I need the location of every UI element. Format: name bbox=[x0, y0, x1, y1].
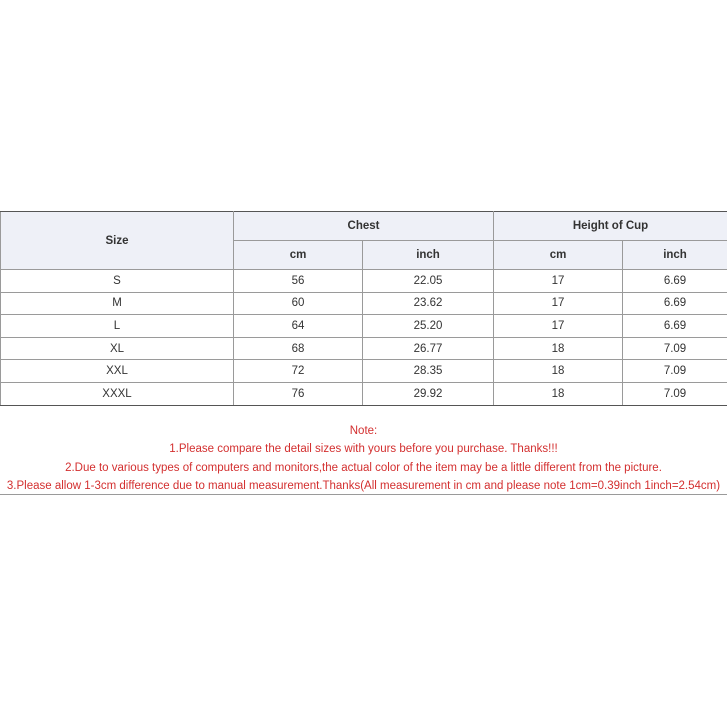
cup-inch-cell: 6.69 bbox=[623, 292, 727, 315]
cup-cm-cell: 18 bbox=[494, 337, 623, 360]
chest-cm-cell: 76 bbox=[234, 382, 363, 405]
size-cell: XXL bbox=[1, 360, 234, 383]
chest-cm-cell: 60 bbox=[234, 292, 363, 315]
chest-inch-header: inch bbox=[363, 241, 494, 270]
cup-inch-cell: 7.09 bbox=[623, 337, 727, 360]
chest-cm-cell: 68 bbox=[234, 337, 363, 360]
chest-header: Chest bbox=[234, 212, 494, 241]
chest-cm-cell: 56 bbox=[234, 270, 363, 293]
size-cell: M bbox=[1, 292, 234, 315]
note-divider bbox=[0, 494, 727, 495]
cup-cm-cell: 17 bbox=[494, 270, 623, 293]
chest-inch-cell: 28.35 bbox=[363, 360, 494, 383]
table-row bbox=[1, 270, 727, 293]
cup-inch-header: inch bbox=[623, 241, 727, 270]
cup-inch-cell: 6.69 bbox=[623, 270, 727, 293]
size-chart-table bbox=[0, 211, 727, 406]
size-header: Size bbox=[1, 212, 234, 270]
note-title: Note: bbox=[349, 425, 378, 437]
note-block bbox=[0, 422, 727, 495]
size-cell: XXXL bbox=[1, 382, 234, 405]
chest-inch-cell: 26.77 bbox=[363, 337, 494, 360]
table-row bbox=[1, 360, 727, 383]
cup-cm-cell: 17 bbox=[494, 292, 623, 315]
chest-cm-cell: 72 bbox=[234, 360, 363, 383]
chest-cm-header: cm bbox=[234, 241, 363, 270]
cup-inch-cell: 6.69 bbox=[623, 315, 727, 338]
cup-cm-cell: 17 bbox=[494, 315, 623, 338]
cup-height-header: Height of Cup bbox=[494, 212, 727, 241]
note-line-3: 3.Please allow 1-3cm difference due to manual measurement.Thanks(All measurement in cm and please note 1cm=0.39inch 1inch=2.54cm) bbox=[6, 479, 721, 492]
cup-cm-cell: 18 bbox=[494, 360, 623, 383]
table-header-row bbox=[1, 212, 727, 241]
table-row bbox=[1, 382, 727, 405]
table-row bbox=[1, 292, 727, 315]
cup-cm-header: cm bbox=[494, 241, 623, 270]
size-cell: S bbox=[1, 270, 234, 293]
cup-inch-cell: 7.09 bbox=[623, 382, 727, 405]
size-cell: L bbox=[1, 315, 234, 338]
chest-inch-cell: 29.92 bbox=[363, 382, 494, 405]
chest-inch-cell: 22.05 bbox=[363, 270, 494, 293]
table-row bbox=[1, 337, 727, 360]
note-line-1: 1.Please compare the detail sizes with yours before you purchase. Thanks!!! bbox=[169, 443, 558, 456]
table-row bbox=[1, 315, 727, 338]
chest-inch-cell: 25.20 bbox=[363, 315, 494, 338]
cup-inch-cell: 7.09 bbox=[623, 360, 727, 383]
chest-inch-cell: 23.62 bbox=[363, 292, 494, 315]
cup-cm-cell: 18 bbox=[494, 382, 623, 405]
note-line-2: 2.Due to various types of computers and monitors,the actual color of the item may be a little different from the picture. bbox=[65, 461, 662, 474]
chest-cm-cell: 64 bbox=[234, 315, 363, 338]
size-cell: XL bbox=[1, 337, 234, 360]
